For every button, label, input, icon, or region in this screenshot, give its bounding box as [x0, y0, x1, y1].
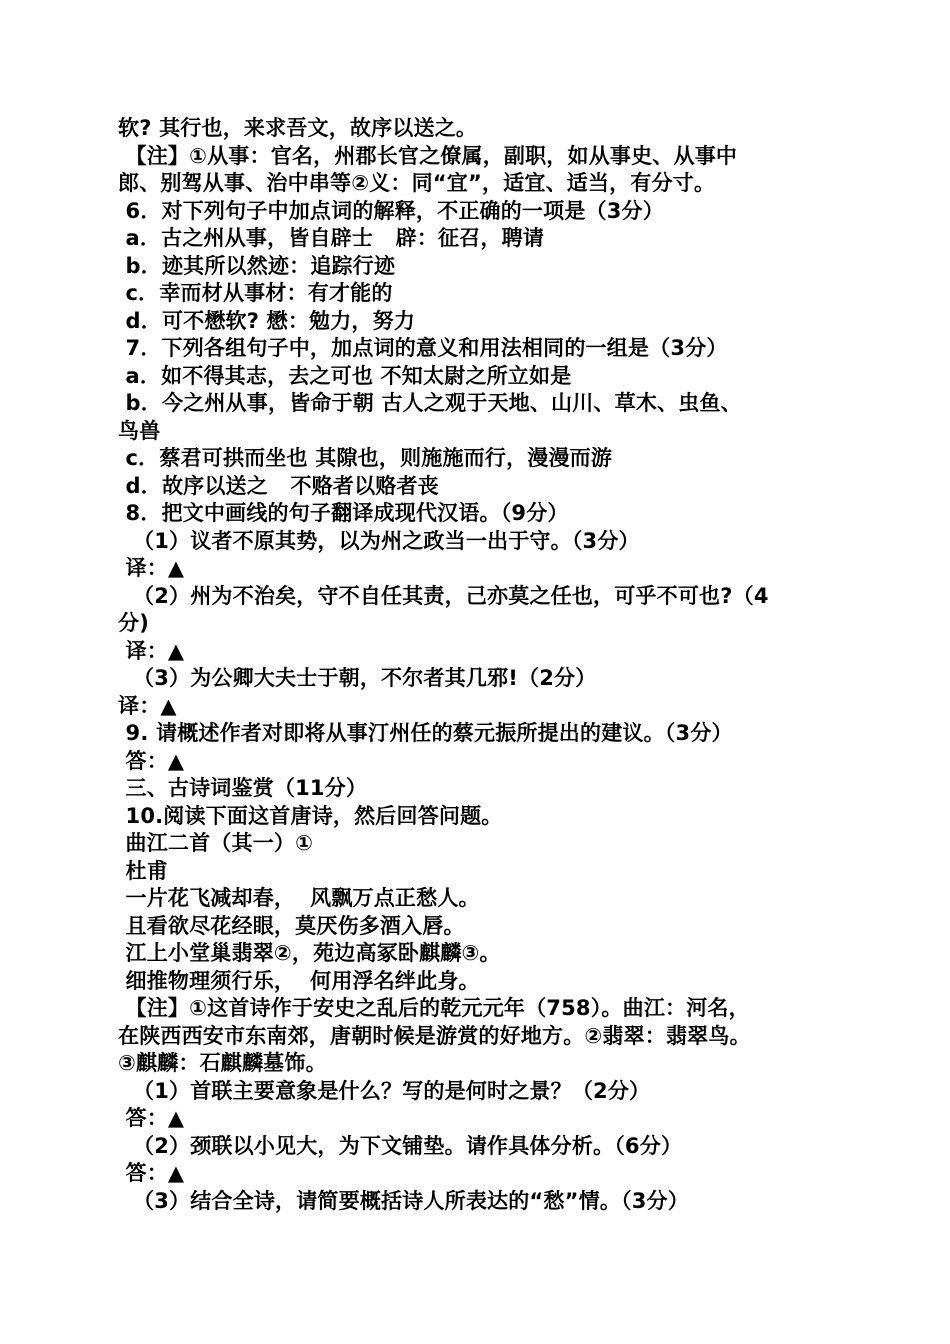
text-line: 软? 其行也，来求吾文，故序以送之。 — [118, 116, 478, 140]
section-heading: 三、古诗词鉴赏（11分） — [118, 776, 368, 800]
option-c: c．幸而材从事材：有才能的 — [118, 281, 393, 305]
answer-placeholder: 答：▲ — [118, 1106, 185, 1130]
option-a: a．古之州从事，皆自辟士 辟：征召，聘请 — [118, 226, 545, 250]
poem-author: 杜甫 — [118, 858, 168, 883]
poem-line: 一片花飞减却春， 风飘万点正愁人。 — [118, 886, 480, 910]
sub-question: （1）议者不原其势，以为州之政当一出于守。（3分） — [118, 528, 640, 553]
option-a: a．如不得其志，去之可也 不知太尉之所立如是 — [118, 363, 572, 388]
note-line: ③麒麟：石麒麟墓饰。 — [118, 1051, 327, 1075]
option-c: c．蔡君可拱而坐也 其隙也，则施施而行，漫漫而游 — [118, 446, 613, 470]
question-9-stem: 9. 请概述作者对即将从事汀州任的蔡元振所提出的建议。（3分） — [118, 721, 733, 745]
note-line: 【注】①这首诗作于安史之乱后的乾元元年（758）。曲江：河名， — [118, 996, 750, 1020]
option-b: b．迹其所以然迹：追踪行迹 — [118, 253, 396, 278]
text-line: 郎、别驾从事、治中串等②义：同“宜”，适宜、适当，有分寸。 — [118, 171, 716, 195]
poem-title: 曲江二首（其一）① — [118, 831, 314, 855]
sub-question: （3）结合全诗，请简要概括诗人所表达的“愁”情。（3分） — [118, 1188, 689, 1213]
option-b: b．今之州从事，皆命于朝 古人之观于天地、山川、草木、虫鱼、 — [118, 391, 742, 415]
text-line: 【注】①从事：官名，州郡长官之僚属，副职，如从事史、从事中 — [118, 143, 738, 168]
question-6-stem: 6．对下列句子中加点词的解释，不正确的一项是（3分） — [118, 198, 664, 223]
note-line: 在陕西西安市东南郊，唐朝时候是游赏的好地方。②翡翠：翡翠鸟。 — [118, 1023, 751, 1048]
answer-placeholder: 译：▲ — [118, 556, 185, 580]
question-10-stem: 10.阅读下面这首唐诗，然后回答问题。 — [118, 803, 503, 828]
poem-line: 细推物理须行乐， 何用浮名绊此身。 — [118, 968, 480, 993]
sub-question: （3）为公卿大夫士于朝，不尔者其几邪!（2分） — [118, 666, 597, 690]
answer-placeholder: 译：▲ — [118, 693, 177, 718]
answer-placeholder: 答：▲ — [118, 1161, 185, 1185]
question-8-stem: 8．把文中画线的句子翻译成现代汉语。（9分） — [118, 501, 569, 525]
question-7-stem: 7．下列各组句子中，加点词的意义和用法相同的一组是（3分） — [118, 336, 728, 360]
document-text — [118, 115, 838, 1215]
sub-question: （2）颈联以小见大，为下文铺垫。请作具体分析。（6分） — [118, 1133, 683, 1158]
sub-question: （1）首联主要意象是什么？写的是何时之景？（2分） — [118, 1078, 651, 1103]
option-d: d．故序以送之 不赂者以赂者丧 — [118, 473, 439, 498]
poem-line: 且看欲尽花经眼，莫厌伤多酒入唇。 — [118, 913, 465, 938]
answer-placeholder: 答：▲ — [118, 748, 185, 773]
sub-question: （2）州为不治矣，守不自任其责，己亦莫之任也，可乎不可也?（4 — [118, 583, 769, 608]
text-line: 分) — [118, 611, 149, 635]
option-d: d．可不懋软? 懋：勉力，努力 — [118, 308, 416, 333]
text-line: 鸟兽 — [118, 418, 161, 443]
poem-line: 江上小堂巢翡翠②，苑边高冢卧麒麟③。 — [118, 941, 501, 965]
answer-placeholder: 译：▲ — [118, 638, 185, 663]
